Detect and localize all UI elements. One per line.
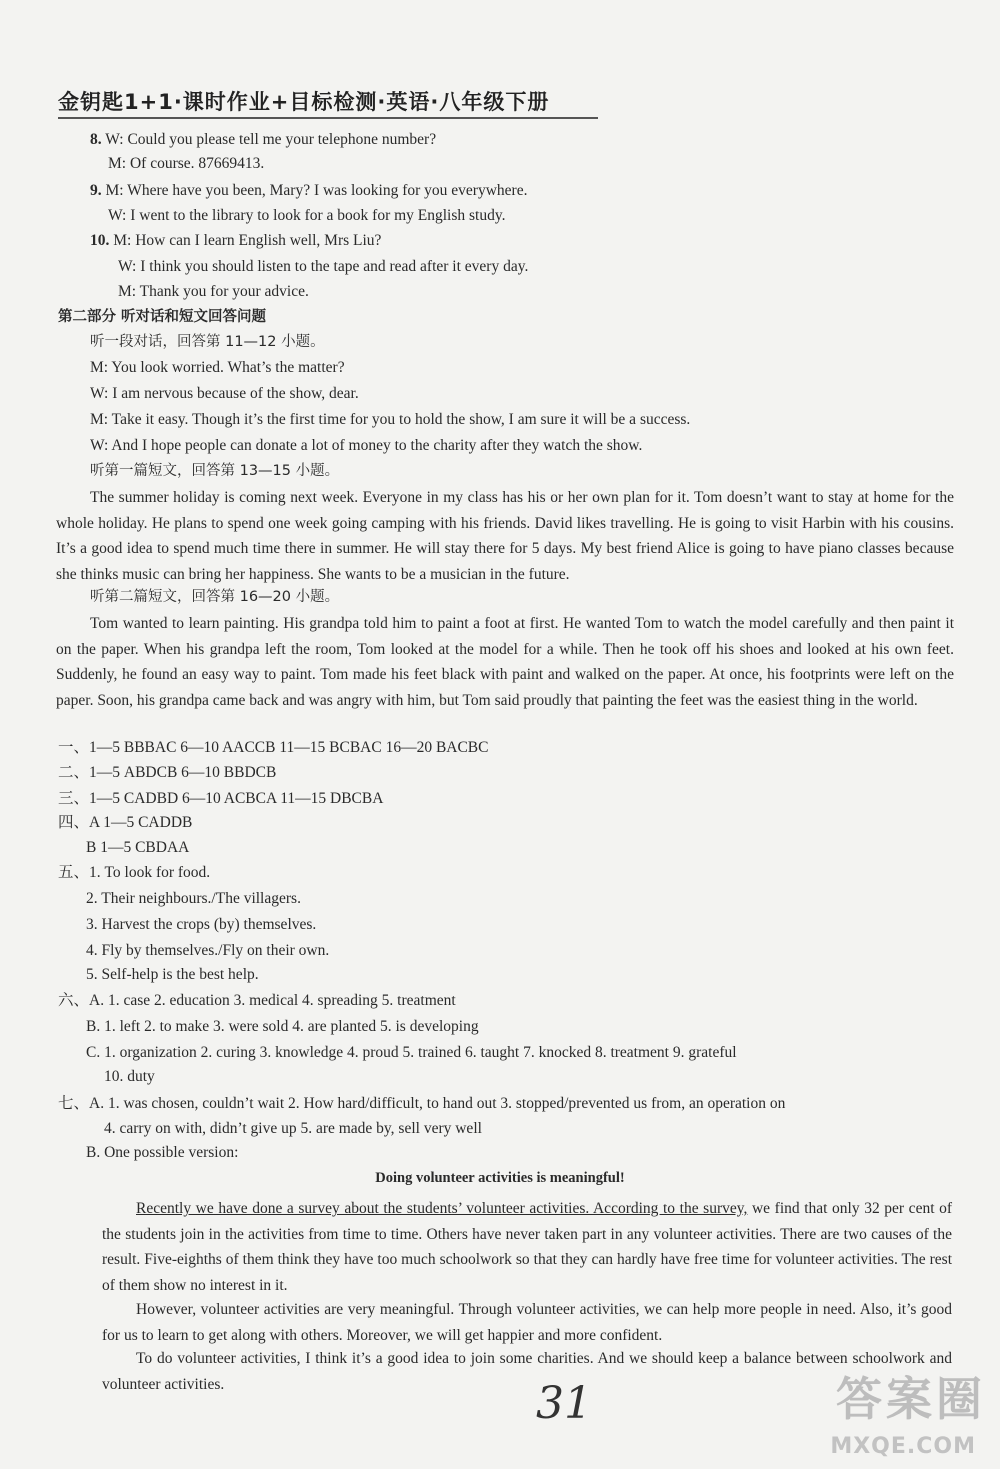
listening-passage: The summer holiday is coming next week. Everyone in my class has his or her own plan for it. Tom doesn’t want to stay at home for the whole holiday. He plans to spend one week going camping with his friends. David likes travelling. He is going to visit Harbin with his cousins. It’s a good idea to spend much time there in summer. He will stay there for 5 days. My best friend Alice is going to have piano classes because she thinks music can bring her happiness. She wants to be a musician in the future. [56,489,954,583]
dialogue-intro: 听一段对话，回答第 11—12 小题。 [90,334,325,350]
answer-line: B 1—5 CBDAA [86,839,190,856]
dialogue-line: W: I am nervous because of the show, dear. [90,385,359,402]
dialogue-line: 8. W: Could you please tell me your telephone number? [90,131,437,148]
answer-line: 5. Self-help is the best help. [86,966,259,983]
answer-line: 4. Fly by themselves./Fly on their own. [86,942,330,959]
dialogue-line: 10. M: How can I learn English well, Mrs Liu? [90,232,382,249]
dialogue-line: W: And I hope people can donate a lot of money to the charity after they watch the show. [90,437,643,454]
essay-paragraph: To do volunteer activities, I think it’s a good idea to join some charities. And we should keep a balance between schoolwork and volunteer activities. [102,1350,952,1393]
watermark-logo: 答案圈 [836,1372,986,1426]
answer-line: B. One possible version: [86,1144,239,1161]
passage-intro: 听第二篇短文，回答第 16—20 小题。 [90,589,340,605]
answer-line: C. 1. organization 2. curing 3. knowledge 4. proud 5. trained 6. taught 7. knocked 8. treatment 9. grateful [86,1044,737,1061]
answer-line: 五、1. To look for food. [58,864,211,881]
answer-line: 七、A. 1. was chosen, couldn’t wait 2. How hard/difficult, to hand out 3. stopped/prevented us from, an operation on [58,1095,786,1112]
answer-line: 4. carry on with, didn’t give up 5. are made by, sell very well [104,1120,482,1137]
answer-line: 四、A 1—5 CADDB [58,814,193,831]
dialogue-line: M: Thank you for your advice. [118,283,309,300]
header-rule [58,117,598,119]
page-number: 31 [536,1378,592,1429]
dialogue-line: M: Take it easy. Though it’s the first time for you to hold the show, I am sure it will be a success. [90,411,691,428]
page-header: 金钥匙1+1·课时作业+目标检测·英语·八年级下册 [58,90,550,114]
dialogue-line: M: Of course. 87669413. [108,155,265,172]
dialogue-line: M: You look worried. What’s the matter? [90,359,345,376]
answer-line: 二、1—5 ABDCB 6—10 BBDCB [58,764,277,781]
essay-title: Doing volunteer activities is meaningful! [375,1170,625,1186]
answer-line: 2. Their neighbours./The villagers. [86,890,301,907]
answer-line: 六、A. 1. case 2. education 3. medical 4. spreading 5. treatment [58,992,456,1009]
dialogue-line: 9. M: Where have you been, Mary? I was looking for you everywhere. [90,182,528,199]
answer-line: 一、1—5 BBBAC 6—10 AACCB 11—15 BCBAC 16—20 BACBC [58,739,489,756]
answer-line: 10. duty [104,1068,155,1085]
answer-line: 3. Harvest the crops (by) themselves. [86,916,317,933]
section-title: 第二部分 听对话和短文回答问题 [58,309,267,325]
answer-line: 三、1—5 CADBD 6—10 ACBCA 11—15 DBCBA [58,790,384,807]
answer-line: B. 1. left 2. to make 3. were sold 4. are planted 5. is developing [86,1018,479,1035]
passage-intro: 听第一篇短文，回答第 13—15 小题。 [90,463,340,479]
listening-passage: Tom wanted to learn painting. His grandpa told him to paint a foot at first. He wanted Tom to watch the model carefully and then paint it on the paper. When his grandpa left the room, Tom looked at the model for a while. Then he took off his shoes and looked at his own feet. Suddenly, he found an easy way to paint. Tom made his feet black with paint and walked on the paper. At once, his footprints were left on the paper. Soon, his grandpa came back and was angry with him, but Tom said proudly that painting the feet was the easiest thing in the world. [56,615,954,709]
watermark-url: MXQE.COM [830,1434,976,1459]
essay-paragraph: Recently we have done a survey about the students’ volunteer activities. According to the survey, we find that only 32 per cent of the students join in the activities from time to time. Others have never taken part in any volunteer activities. There are two causes of the result. Five-eighths of them think they have too much schoolwork so that they can hardly have free time for volunteer activities. The rest of them show no interest in it. [102,1200,953,1294]
dialogue-line: W: I think you should listen to the tape and read after it every day. [118,258,529,275]
essay-paragraph: However, volunteer activities are very meaningful. Through volunteer activities, we can help more people in need. Also, it’s good for us to learn to get along with others. Moreover, we will get happier and more confident. [102,1301,952,1344]
dialogue-line: W: I went to the library to look for a book for my English study. [108,207,506,224]
